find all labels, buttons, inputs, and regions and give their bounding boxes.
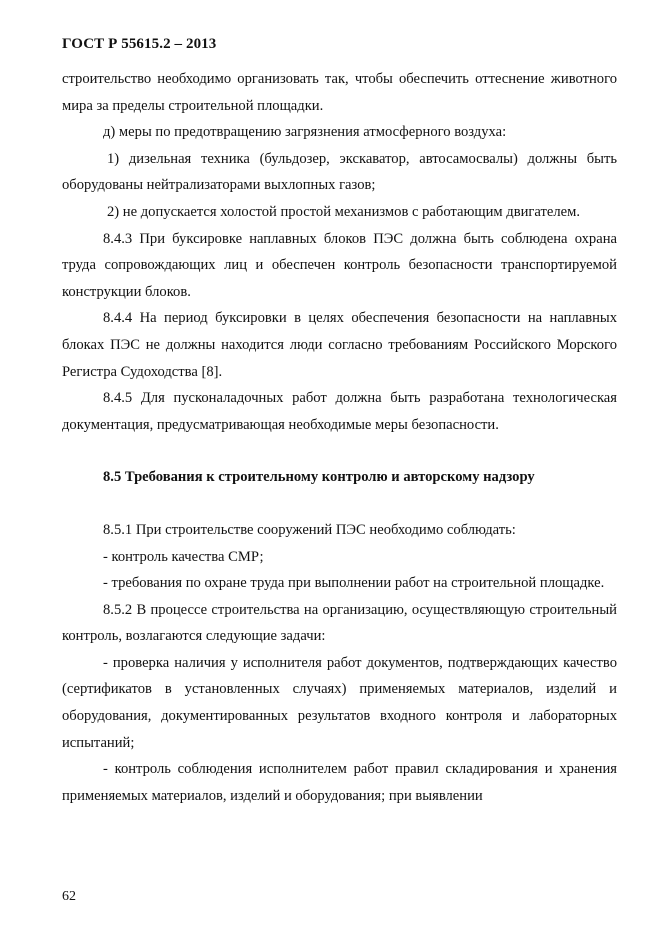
document-header: ГОСТ Р 55615.2 – 2013 xyxy=(62,36,217,52)
paragraph: д) меры по предотвращению загрязнения атмосферного воздуха: xyxy=(103,124,507,141)
paragraph: 8.5.2 В процессе строительства на организацию, осуществляющую строительный контроль, возлагаются следующие задачи: xyxy=(62,601,617,645)
list-item: - контроль соблюдения исполнителем работ правил складирования и хранения применяемых материалов, изделий и оборудования; при выявлении xyxy=(62,761,617,804)
list-item: - требования по охране труда при выполнении работ на строительной площадке. xyxy=(103,575,605,592)
paragraph: 2) не допускается холостой простой механизмов с работающим двигателем. xyxy=(107,203,581,220)
document-body xyxy=(62,66,617,809)
paragraph: 8.5.1 При строительстве сооружений ПЭС необходимо соблюдать: xyxy=(103,521,516,538)
list-item: - контроль качества СМР; xyxy=(103,548,264,565)
paragraph: 1) дизельная техника (бульдозер, экскаватор, автосамосвалы) должны быть оборудованы нейтрализаторами выхлопных газов; xyxy=(62,150,617,194)
paragraph: 8.4.3 При буксировке наплавных блоков ПЭС должна быть соблюдена охрана труда сопровождающих лиц и обеспечен контроль безопасности транспортируемой конструкции блоков. xyxy=(62,230,617,300)
paragraph: 8.4.5 Для пусконаладочных работ должна быть разработана технологическая документация, предусматривающая необходимые меры безопасности. xyxy=(62,390,617,433)
section-heading: 8.5 Требования к строительному контролю и авторскому надзору xyxy=(103,469,535,486)
list-item: - проверка наличия у исполнителя работ документов, подтверждающих качество (сертификатов в установленных случаях) применяемых материалов, изделий и оборудования, документированных результатов входного контроля и лабораторных испытаний; xyxy=(62,654,617,751)
paragraph: 8.4.4 На период буксировки в целях обеспечения безопасности на наплавных блоках ПЭС не должны находится люди согласно требованиям Российского Морского Регистра Судоходства [8]. xyxy=(62,310,617,380)
page-number: 62 xyxy=(62,889,76,904)
paragraph: строительство необходимо организовать так, чтобы обеспечить оттеснение животного мира за пределы строительной площадки. xyxy=(62,71,617,114)
